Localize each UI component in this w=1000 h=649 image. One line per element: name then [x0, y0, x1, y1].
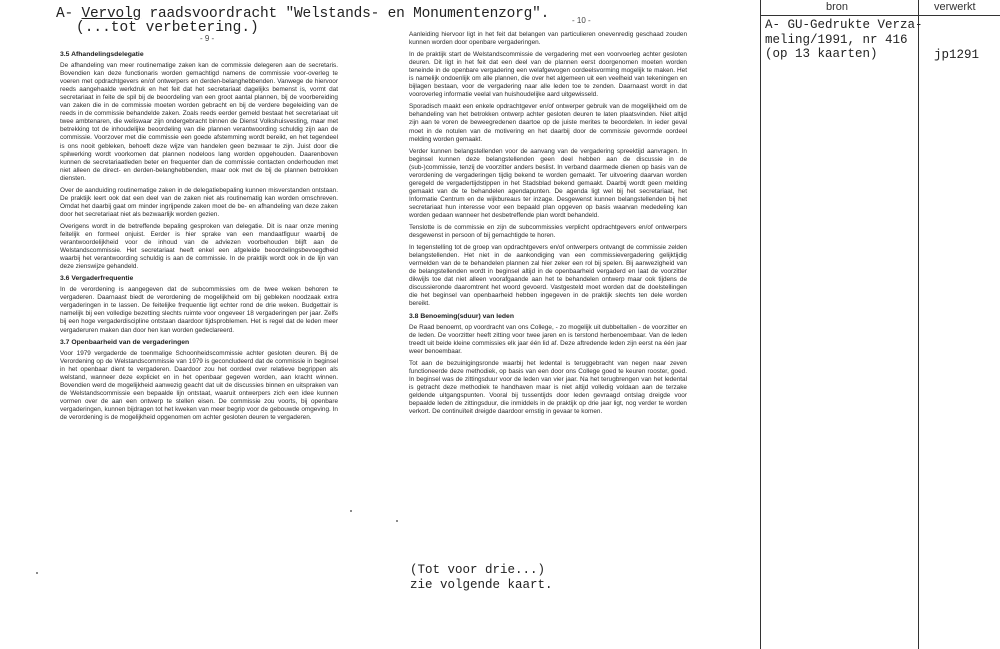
- bron-value: A- GU-Gedrukte Verza- meling/1991, nr 416 (op 13 kaarten): [765, 18, 923, 61]
- section-heading: 3.7 Openbaarheid van de vergaderingen: [60, 338, 190, 346]
- paragraph: Tot aan de bezuinigingsronde waarbij het ledental is teruggebracht van negen naar zeven functioneerde deze methodiek, op basis van een door ons College goed te keuren rooster, goed. In beginsel was de zittingsduur voor de leden van vier jaar. Na het terugbrengen van het ledental is getracht deze methodiek te handhaven maar is niet altijd volledig voldaan aan de terzake geldende uitgangspunten. Vooral bij tussentijds door leden gevraagd ontslag dreigde voor bepaalde leden de zittingsduur, die inmiddels in de praktijk op drie jaar ligt, nog verder te worden verkort. De continuïteit dreigde daardoor ernstig in gevaar te komen.: [409, 359, 687, 416]
- table-header-rule: [760, 15, 1000, 16]
- paragraph: In de verordening is aangegeven dat de subcommissies om de twee weken behoren te vergaderen. Daarnaast biedt de verordening de mogelijkheid om bij gebleken noodzaak extra vergaderingen in te lassen. De feitelijke frequentie ligt echter rond de drie weken. Budgettair is namelijk bij een volledige bezetting slechts ruimte voor ongeveer 18 vergaderingen per jaar. Zelfs bij een hoge vergaderdiscipline ontstaan daardoor tijdsproblemen. Het is regel dat de leden meer vergaderuren maken dan door hen kan worden gedeclareerd.: [60, 286, 338, 334]
- section-heading: 3.5 Afhandelingsdelegatie: [60, 51, 144, 58]
- section-3-6: [60, 275, 338, 334]
- right-page-number: - 10 -: [572, 16, 591, 25]
- paragraph: De afhandeling van meer routinematige zaken kan de commissie delegeren aan de secretaris. Bovendien kan deze functionaris worden gemachtigd namens de commissie voor-overleg te voeren met opdrachtgevers en/of ontwerpers en derden-belanghebbenden. Vanwege de hiervoor reeds aangehaalde werkdruk en het feit dat het secretariaat dagelijks bemenst is, vormt dat secretariaat in feite de spil bij de beoordeling van een groot aantal plannen, bij de voorbereiding van zaken die in de commissie moeten worden gebracht en bij de verdere begeleiding van de reeds in de commissie behandelde zaken. Zoals reeds eerder gemeld bestaat het secretariaat uit twee ambtenaren, die weliswaar zijn ondergebracht binnen de Dienst Volkshuisvesting, maar met betrekking tot de inhoudelijke beoordeling van die plannen verantwoording schuldig zijn aan de commissie. Voorzover met die commissie een goede afstemming wordt bereikt, en het tegendeel is ons nooit gebleken, behoeft deze wijze van handelen geen bezwaar te zijn. Juist door die spilwerking wordt voorkomen dat plannen nodeloos lang worden opgehouden. Daarenboven kunnen de secretariaatleden beter en frequenter dan de commissie contacten onderhouden met niet alleen de direct- en derden-belanghebbenden, maar ook met de bij de plannen betrokken diensten.: [60, 62, 338, 182]
- paragraph: Voor 1979 vergaderde de toenmalige Schoonheidscommissie achter gesloten deuren. Bij de Verordening op de Welstandscommissie van 1979 is geconcludeerd dat de commissie in beginsel in het openbaar dient te vergaderen. Daardoor zou het oordeel over relatieve begrippen als welstand, wanneer deze expliciet en in het openbaar gegeven worden, aan kracht winnen. Bovendien werd de mogelijkheid aanwezig geacht dat uit de discussies binnen en uitspraken van de Welstandscommissie een bepaalde lijn ontstaat, waaruit ontwerpers zich een idee kunnen vormen over de aan een ontwerp te stellen eisen. De commissie zou voorts, bij openbare vergaderingen, kunnen bijdragen tot het kweken van meer begrip voor de gebouwde omgeving. In de verordening is de mogelijkheid opgenomen om achter gesloten deuren te vergaderen.: [60, 349, 338, 421]
- column-header-verwerkt: verwerkt: [934, 1, 976, 13]
- table-divider: [918, 0, 919, 649]
- scan-speck: [36, 572, 38, 574]
- right-page-column: [409, 31, 687, 420]
- table-border-left: [760, 0, 761, 649]
- closing-line: (Tot voor drie...): [410, 563, 546, 577]
- verwerkt-value: jp1291: [934, 48, 980, 62]
- closing-note: [410, 563, 553, 593]
- scan-speck: [396, 520, 398, 522]
- continued-note: zie volgende kaart.: [410, 578, 553, 592]
- paragraph: Aanleiding hiervoor ligt in het feit dat belangen van particulieren onevenredig geschaad zouden kunnen worden door openbare vergaderingen.: [409, 31, 687, 47]
- section-heading: 3.8 Benoeming(sduur) van leden: [409, 312, 514, 320]
- column-header-bron: bron: [826, 1, 849, 13]
- paragraph: De Raad benoemt, op voordracht van ons College, - zo mogelijk uit dubbeltallen - de voorzitter en de leden. De voorzitter heeft zitting voor twee jaren en is terstond herbenoembaar. Van de leden treedt uit beide kleine commissies elk jaar één lid af. Deze aftredende leden zijn eerst na één jaar weer benoembaar.: [409, 323, 687, 355]
- document-subheading: (...tot verbetering.): [76, 20, 259, 36]
- left-page-number: - 9 -: [200, 34, 215, 43]
- scan-speck: [350, 510, 352, 512]
- paragraph: In tegenstelling tot de groep van opdrachtgevers en/of ontwerpers ontvangt de commissie zelden belangstellenden. Het niet in de aankondiging van een commissievergadering gelijktijdig vermelden van de te behandelen plannen zal hier zeker een rol bij spelen. Bij aanwezigheid van de belangstellenden wordt in beginsel altijd in de openbaarheid vergaderd en laat de voorzitter dikwijls toe dat niet alleen voorafgaande aan het te behandelen ontwerp maar ook tijdens de discussieronde daaromtrent het woord gevoerd. Vastgesteld moet worden dat de doelstellingen die het beginsel van openbaarheid hebben ingegeven in de praktijk slechts ten dele worden bereikt.: [409, 244, 687, 308]
- paragraph: Tenslotte is de commissie en zijn de subcommissies verplicht opdrachtgevers en/of ontwerpers desgewenst in persoon of bij gemachtigde te horen.: [409, 224, 687, 240]
- section-3-7: [60, 339, 338, 422]
- paragraph: Verder kunnen belangstellenden voor de aanvang van de vergadering spreektijd aanvragen. In beginsel kunnen deze belangstellenden geen deel hebben aan de discussie in de (sub-)commissie, tenzij de voorzitter anders beslist. In verband daarmede dienen op basis van de verordening de vergaderingen tijdig bekend te worden gemaakt. Ter uitvoering daarvan worden geregeld de vergadertijdstippen in het Stadsblad bekend gemaakt. Daarbij wordt geen melding gemaakt van de te behandelen agendapunten. De agenda ligt wel bij het secretariaat, het Informatie Centrum en de wijkbureaus ter inzage. Desgewenst kunnen belangstellenden bij het secretariaat hun interesse voor een bepaald plan opgeven op basis waarvan mededeling kan worden gedaan wanneer het desbetreffende plan wordt behandeld.: [409, 147, 687, 219]
- document-heading: A- Vervolg raadsvoordracht "Welstands- en Monumentenzorg".: [56, 6, 550, 22]
- paragraph: Over de aanduiding routinematige zaken in de delegatiebepaling kunnen misverstanden ontstaan. De praktijk leert ook dat een deel van de zaken niet als routinematig kan worden omschreven. Omdat het daarbij gaat om minder ingrijpende zaken moet de be- en afhandeling van deze zaken door het secretariaat niet als bezwaarlijk worden gezien.: [60, 186, 338, 218]
- section-heading: 3.6 Vergaderfrequentie: [60, 275, 134, 283]
- left-page-column: [60, 48, 338, 426]
- paragraph: In de praktijk start de Welstandscommissie de vergadering met een voorvoerleg achter gesloten deuren. Dit ligt in het feit dat een deel van de plannen eerst doorgenomen moeten worden teneinde in de openbare vergadering een welafgewogen oordeelsvorming mogelijk te maken. Het is namelijk ondoenlijk om alle plannen, die over het algemeen uit een veelheid van tekeningen en bijlagen bestaan, voor de vergadering naar alle leden toe te zenden. Daarnaast wordt in dat vooroverleg informatie veelal van huishoudelijke aard uitgewisseld.: [409, 51, 687, 99]
- paragraph: Overigens wordt in de betreffende bepaling gesproken van delegatie. Dit is naar onze mening feitelijk en formeel onjuist. Eerder is hier sprake van een mandaatfiguur waarbij de verantwoordelijkheid voor de inhoud van de adviezen voorbehouden blijft aan de Welstandscommissie. Het secretariaat heeft enkel een afgeleide beoordelingsbevoegdheid waarbij het verantwoording schuldig is aan de commissie. In de praktijk wordt ook in de lijn van deze zienswijze gehandeld.: [60, 222, 338, 271]
- paragraph: Sporadisch maakt een enkele opdrachtgever en/of ontwerper gebruik van de mogelijkheid om de behandeling van het betrokken ontwerp achter gesloten deuren te laten plaatsvinden. Niet altijd zijn aan te voren de beweegredenen daartoe op de juiste merites te beoordelen. In ieder geval moet in de notulen van de motivering en het daarbij door de commissie gevormde oordeel melding worden gemaakt.: [409, 103, 687, 143]
- section-3-5: [60, 51, 338, 271]
